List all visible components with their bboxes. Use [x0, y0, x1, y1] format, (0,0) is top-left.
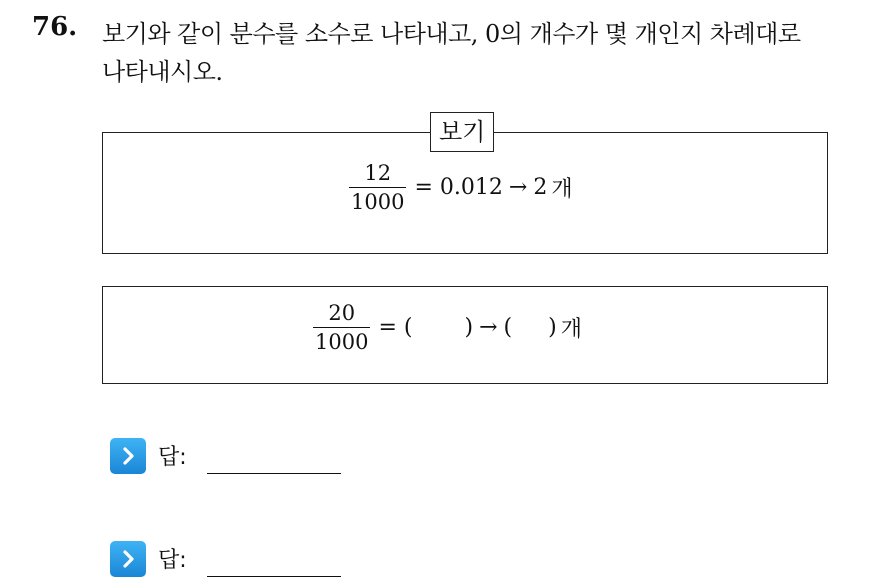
example-equation — [349, 161, 573, 214]
question-number: 76. — [32, 12, 78, 42]
problem-close-paren2: ) — [548, 315, 557, 340]
chevron-right-icon — [110, 438, 146, 474]
problem-open-paren2: ( — [503, 315, 513, 340]
answer-row-1 — [110, 437, 341, 474]
answer-label-2: 답: — [158, 548, 187, 573]
example-fraction — [349, 161, 406, 214]
example-denominator: 1000 — [349, 187, 406, 214]
problem-fraction — [313, 301, 370, 354]
example-unit: 개 — [551, 177, 573, 202]
problem-equals-open: = ( — [378, 315, 413, 340]
question-text-line2: 나타내시오. — [102, 58, 223, 86]
answer-input-1[interactable] — [207, 473, 341, 474]
answer-row-2 — [110, 540, 341, 577]
answer-input-2[interactable] — [207, 576, 341, 577]
example-label: 보기 — [430, 112, 494, 152]
problem-denominator: 1000 — [313, 327, 370, 354]
problem-close-paren: ) — [464, 315, 474, 340]
problem-equation — [313, 301, 582, 354]
problem-arrow: → — [479, 315, 498, 340]
example-box — [102, 118, 828, 254]
chevron-right-icon — [110, 541, 146, 577]
answer-label-1: 답: — [158, 445, 187, 470]
problem-numerator: 20 — [328, 301, 356, 325]
example-arrow: → — [508, 175, 528, 200]
problem-box — [102, 286, 828, 384]
example-count: 2 — [533, 175, 548, 200]
problem-unit: 개 — [560, 317, 582, 342]
question-text-line1: 보기와 같이 분수를 소수로 나타내고, 0의 개수가 몇 개인지 차례대로 — [102, 20, 801, 48]
example-decimal: = 0.012 — [414, 175, 503, 200]
example-numerator: 12 — [364, 161, 392, 185]
